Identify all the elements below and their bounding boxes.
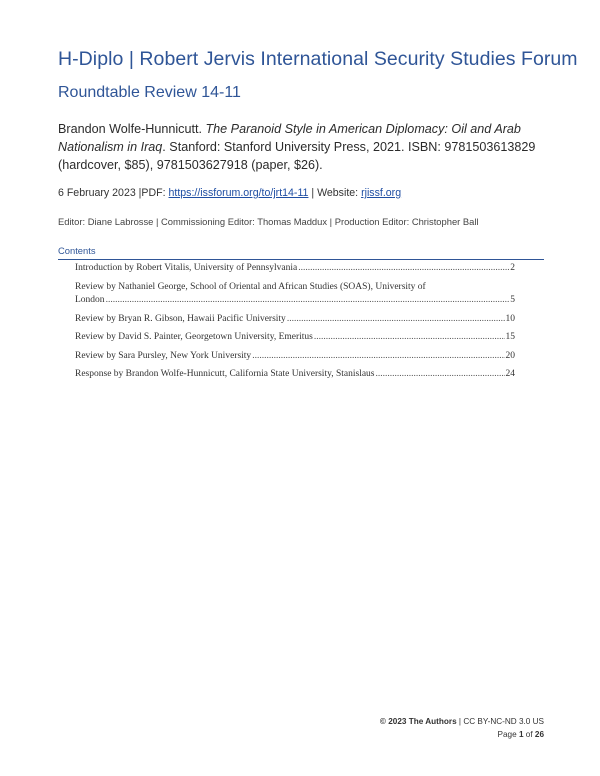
citation-book-title: The Paranoid Style in American Diplomacy: Oil and Arab Nationalism in Iraq (58, 122, 521, 154)
toc-page-number: 5 (510, 295, 515, 305)
table-of-contents (75, 262, 515, 387)
total-pages: 26 (534, 729, 544, 739)
toc-leader-dots (287, 313, 505, 327)
toc-leader-dots (106, 294, 510, 308)
toc-entry-review-gibson[interactable] (75, 313, 515, 327)
contents-heading: Contents (58, 245, 96, 256)
toc-entry-review-pursley[interactable] (75, 350, 515, 364)
toc-entry-text-continued: London (75, 295, 105, 305)
review-title: Roundtable Review 14-11 (58, 84, 241, 101)
copyright-text: © 2023 The Authors (379, 717, 457, 726)
contents-divider (58, 259, 544, 260)
page-of: of (523, 729, 535, 739)
page-indicator (380, 729, 544, 742)
toc-page-number: 2 (510, 263, 515, 273)
website-link[interactable]: rjissf.org (361, 187, 402, 199)
toc-leader-dots (376, 368, 505, 382)
citation-author: Brandon Wolfe-Hunnicutt. (58, 122, 202, 136)
toc-page-number: 24 (505, 369, 515, 379)
pdf-link[interactable]: https://issforum.org/to/jrt14-11 (168, 187, 309, 199)
toc-leader-dots (298, 262, 509, 276)
toc-entry-introduction[interactable] (75, 262, 515, 276)
dateline (58, 187, 558, 199)
forum-title: H-Diplo | Robert Jervis International Security Studies Forum (58, 48, 578, 70)
toc-page-number: 15 (505, 332, 515, 342)
copyright-line (380, 716, 544, 729)
toc-page-number: 20 (505, 350, 515, 361)
license-text: | CC BY-NC-ND 3.0 US (456, 717, 544, 726)
toc-entry-response[interactable] (75, 368, 515, 382)
editors-line: Editor: Diane Labrosse | Commissioning Editor: Thomas Maddux | Production Editor: Christopher Ball (58, 216, 479, 227)
citation-publisher-info: . Stanford: Stanford University Press, 2021. ISBN: 9781503613829 (hardcover, $85), 9781503627918 (paper, $26). (58, 140, 536, 172)
page-footer (380, 716, 544, 741)
toc-entry-text: Review by Nathaniel George, School of Oriental and African Studies (SOAS), University of (75, 281, 426, 292)
toc-page-number: 10 (505, 313, 515, 324)
toc-entry-text: Review by David S. Painter, Georgetown University, Emeritus (75, 332, 313, 342)
toc-entry-review-painter[interactable] (75, 331, 515, 345)
toc-entry-text: Review by Sara Pursley, New York University (75, 350, 252, 361)
toc-entry-text: Response by Brandon Wolfe-Hunnicutt, California State University, Stanislaus (75, 369, 375, 379)
book-citation (58, 120, 548, 174)
publication-date: 6 February 2023 |PDF: (58, 187, 169, 199)
current-page: 1 (518, 729, 524, 739)
page-label: Page (497, 729, 519, 739)
toc-leader-dots (252, 350, 504, 364)
toc-entry-text: Review by Bryan R. Gibson, Hawaii Pacific University (75, 313, 286, 324)
toc-entry-review-george[interactable] (75, 281, 515, 308)
toc-leader-dots (314, 331, 505, 345)
website-label: | Website: (308, 187, 362, 199)
toc-entry-text: Introduction by Robert Vitalis, University of Pennsylvania (75, 263, 298, 273)
